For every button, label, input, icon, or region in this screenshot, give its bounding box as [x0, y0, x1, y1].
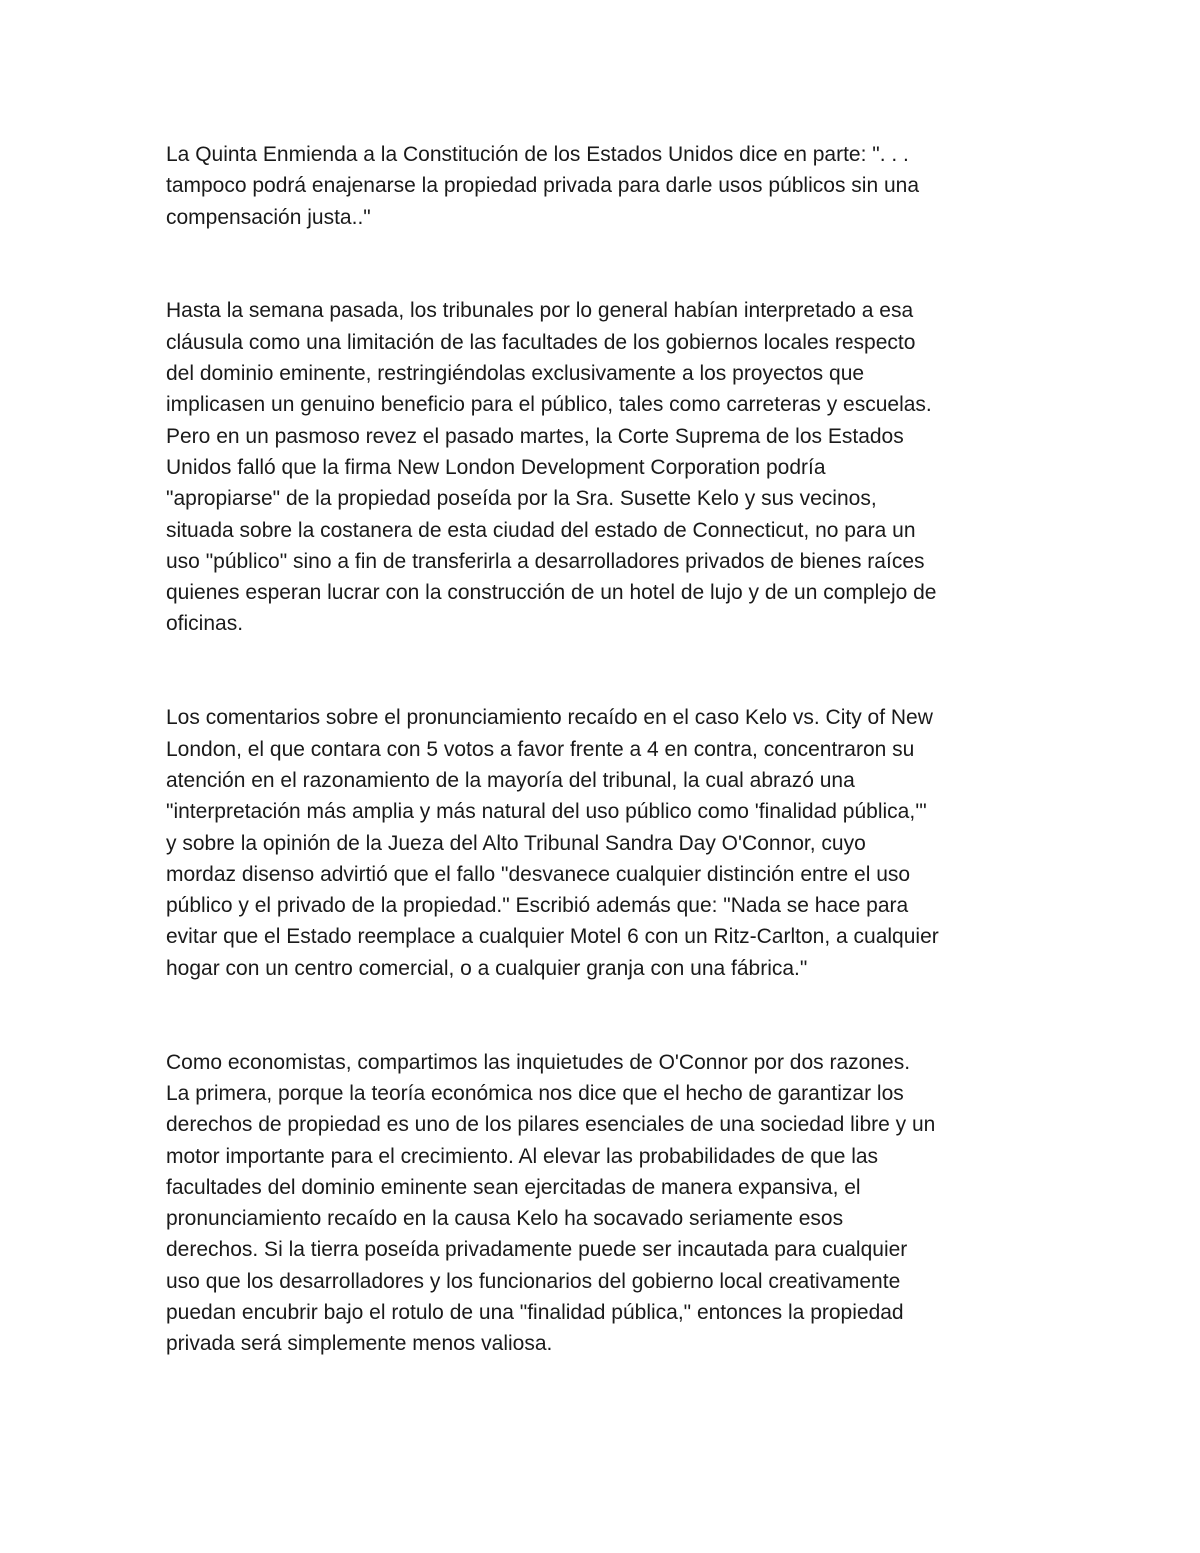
text-line: facultades del dominio eminente sean ejercitadas de manera expansiva, el	[166, 1175, 861, 1199]
paragraph-3	[166, 702, 1046, 984]
text-line: La Quinta Enmienda a la Constitución de los Estados Unidos dice en parte: ". . .	[166, 143, 909, 166]
text-line: público y el privado de la propiedad." Escribió además que: "Nada se hace para	[166, 894, 909, 918]
paragraph-1	[166, 139, 1046, 233]
text-line: Hasta la semana pasada, los tribunales por lo general habían interpretado a esa	[166, 299, 914, 323]
text-line: La primera, porque la teoría económica nos dice que el hecho de garantizar los	[166, 1081, 904, 1105]
text-line: puedan encubrir bajo el rotulo de una "finalidad pública," entonces la propiedad	[166, 1300, 904, 1324]
text-line: "interpretación más amplia y más natural del uso público como 'finalidad pública,'"	[166, 800, 927, 824]
text-line: Como economistas, compartimos las inquietudes de O'Connor por dos razones.	[166, 1050, 911, 1074]
text-line: derechos de propiedad es uno de los pilares esenciales de una sociedad libre y un	[166, 1113, 936, 1137]
text-line: evitar que el Estado reemplace a cualquier Motel 6 con un Ritz-Carlton, a cualquier	[166, 925, 939, 949]
text-line: uso "público" sino a fin de transferirla a desarrolladores privados de bienes raíces	[166, 549, 925, 573]
text-line: tampoco podrá enajenarse la propiedad privada para darle usos públicos sin una	[166, 174, 919, 198]
text-line: Unidos falló que la firma New London Development Corporation podría	[166, 455, 826, 479]
text-line: situada sobre la costanera de esta ciudad del estado de Connecticut, no para un	[166, 518, 916, 542]
text-line: y sobre la opinión de la Jueza del Alto Tribunal Sandra Day O'Connor, cuyo	[166, 831, 866, 855]
text-line: implicasen un genuino beneficio para el público, tales como carreteras y escuelas.	[166, 393, 932, 417]
text-line: motor importante para el crecimiento. Al elevar las probabilidades de que las	[166, 1144, 879, 1168]
text-line: atención en el razonamiento de la mayoría del tribunal, la cual abrazó una	[166, 768, 855, 792]
text-line: cláusula como una limitación de las facultades de los gobiernos locales respecto	[166, 330, 916, 354]
text-line: derechos. Si la tierra poseída privadamente puede ser incautada para cualquier	[166, 1238, 908, 1262]
paragraph-2	[166, 295, 1046, 639]
text-line: compensación justa.."	[166, 205, 371, 229]
text-line: oficinas.	[166, 612, 244, 636]
text-line: "apropiarse" de la propiedad poseída por la Sra. Susette Kelo y sus vecinos,	[166, 487, 877, 511]
text-line: pronunciamiento recaído en la causa Kelo ha socavado seriamente esos	[166, 1207, 844, 1231]
text-line: London, el que contara con 5 votos a favor frente a 4 en contra, concentraron su	[166, 737, 915, 761]
text-line: Pero en un pasmoso revez el pasado martes, la Corte Suprema de los Estados	[166, 424, 904, 448]
paragraph-4	[166, 1047, 1046, 1360]
text-line: mordaz disenso advirtió que el fallo "desvanece cualquier distinción entre el uso	[166, 862, 911, 886]
text-line: uso que los desarrolladores y los funcionarios del gobierno local creativamente	[166, 1269, 901, 1293]
document-body	[166, 139, 1046, 1360]
text-line: hogar con un centro comercial, o a cualquier granja con una fábrica."	[166, 956, 808, 980]
text-line: del dominio eminente, restringiéndolas exclusivamente a los proyectos que	[166, 362, 865, 386]
text-line: privada será simplemente menos valiosa.	[166, 1332, 553, 1356]
text-line: quienes esperan lucrar con la construcción de un hotel de lujo y de un complejo de	[166, 581, 937, 605]
text-line: Los comentarios sobre el pronunciamiento recaído en el caso Kelo vs. City of New	[166, 706, 933, 730]
